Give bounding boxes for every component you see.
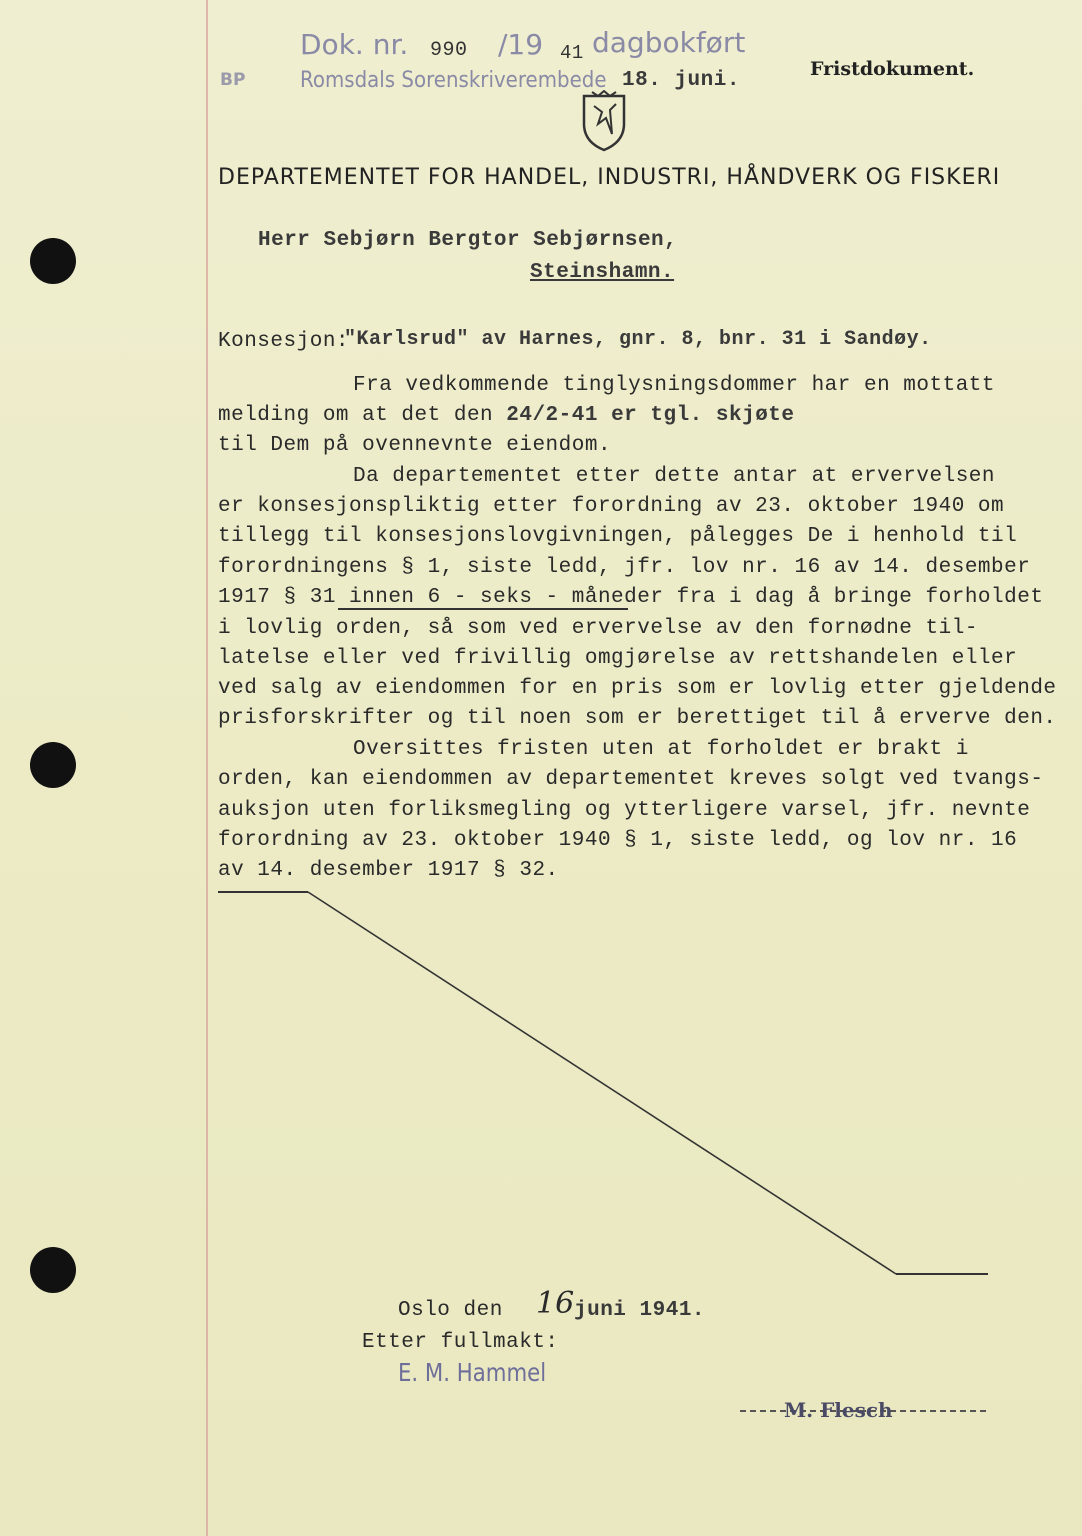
body-line: forordningens § 1, siste ledd, jfr. lov nr. 16 av 14. desember: [218, 556, 1031, 579]
department-heading: DEPARTEMENTET FOR HANDEL, INDUSTRI, HÅNDVERK OG FISKERI: [218, 165, 1001, 190]
body-line: av 14. desember 1917 § 32.: [218, 859, 559, 882]
body-line: Oversittes fristen uten at forholdet er brakt i: [353, 738, 969, 761]
body-line: latelse eller ved frivillig omgjørelse av rettshandelen eller: [218, 647, 1018, 670]
initials: BP: [220, 70, 246, 90]
closing-place-date: Oslo den: [398, 1299, 516, 1322]
body-line: Da departementet etter dette antar at ervervelsen: [353, 465, 996, 488]
closing-month-year: juni 1941.: [574, 1299, 706, 1322]
fullmakt-label: Etter fullmakt:: [362, 1331, 559, 1354]
body-line: melding om at det den 24/2-41 er tgl. skjøte: [218, 404, 795, 427]
recipient-place: Steinshamn.: [530, 261, 675, 284]
body-line: prisforskrifter og til noen som er berettiget til å erverve den.: [218, 707, 1057, 730]
signature-stamp: E. M. Hammel: [398, 1358, 547, 1387]
year-prefix: /19: [498, 28, 544, 61]
konsesjon-value: "Karlsrud" av Harnes, gnr. 8, bnr. 31 i Sandøy.: [344, 328, 932, 351]
body-line: auksjon uten forliksmegling og ytterligere varsel, jfr. nevnte: [218, 799, 1031, 822]
fristdokument-label: Fristdokument.: [810, 58, 975, 80]
closing-day: 16: [536, 1286, 575, 1321]
body-line: 1917 § 31 innen 6 - seks - måneder fra i dag å bringe forholdet: [218, 586, 1044, 609]
stamp-date: 18. juni.: [622, 69, 740, 92]
body-line: til Dem på ovennevnte eiendom.: [218, 434, 612, 457]
body-line: orden, kan eiendommen av departementet kreves solgt ved tvangs-: [218, 768, 1044, 791]
dok-number: 990: [430, 39, 468, 62]
body-line: tillegg til konsesjonslovgivningen, pålegges De i henhold til: [218, 525, 1018, 548]
signature-second: M. Flesch: [784, 1398, 893, 1422]
body-line: forordning av 23. oktober 1940 § 1, siste ledd, og lov nr. 16: [218, 829, 1018, 852]
recipient-name: Herr Sebjørn Bergtor Sebjørnsen,: [258, 229, 678, 252]
body-line: er konsesjonspliktig etter forordning av 23. oktober 1940 om: [218, 495, 1005, 518]
office-label: Romsdals Sorenskriverembede: [300, 68, 607, 93]
body-line: Fra vedkommende tinglysningsdommer har en mottatt: [353, 374, 996, 397]
dok-label: Dok. nr.: [300, 28, 409, 61]
body-line: i lovlig orden, så som ved ervervelse av den fornødne til-: [218, 617, 978, 640]
dagbokfort-label: dagbokført: [592, 26, 746, 59]
year-suffix: 41: [560, 42, 584, 64]
konsesjon-label: Konsesjon:: [218, 330, 350, 353]
body-line: ved salg av eiendommen for en pris som er lovlig etter gjeldende: [218, 677, 1057, 700]
